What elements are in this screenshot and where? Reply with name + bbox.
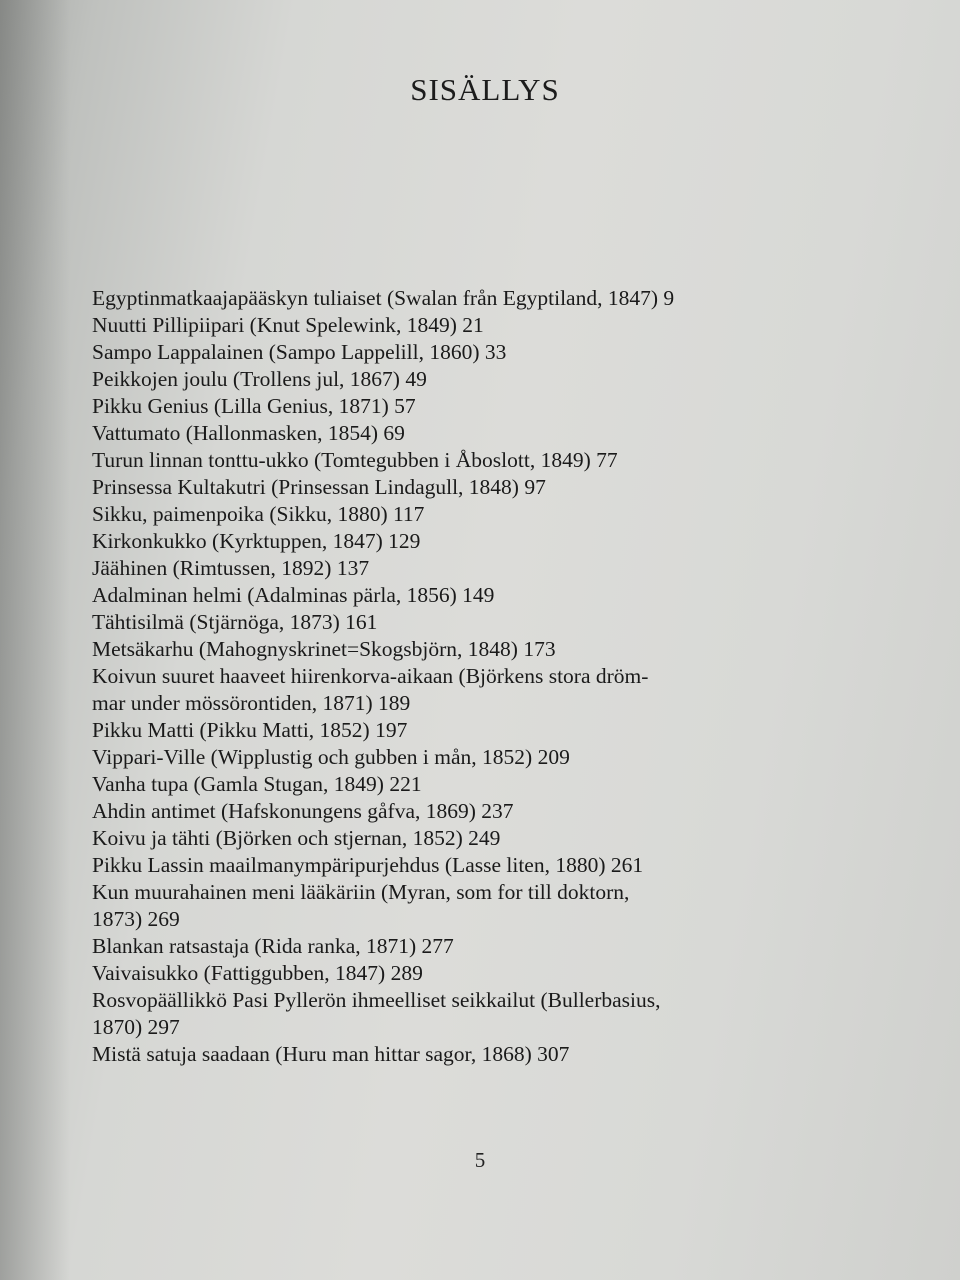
toc-entry (92, 663, 832, 717)
toc-entry-text: Kirkonkukko (Kyrktuppen, 1847) 129 (92, 529, 421, 553)
toc-entry (92, 798, 832, 825)
toc-entry-text: Nuutti Pillipiipari (Knut Spelewink, 1849) 21 (92, 313, 484, 337)
toc-entry-text: Kun muurahainen meni lääkäriin (Myran, som for till doktorn, (92, 880, 630, 904)
toc-entry (92, 771, 832, 798)
toc-entry-text: Pikku Matti (Pikku Matti, 1852) 197 (92, 718, 408, 742)
toc-entry-text: Pikku Genius (Lilla Genius, 1871) 57 (92, 394, 416, 418)
toc-entry (92, 636, 832, 663)
toc-entry-text: Jäähinen (Rimtussen, 1892) 137 (92, 556, 370, 580)
toc-entry-text: Vaivaisukko (Fattiggubben, 1847) 289 (92, 961, 423, 985)
toc-entry (92, 744, 832, 771)
toc-entry (92, 609, 832, 636)
toc-entry-text: Sampo Lappalainen (Sampo Lappelill, 1860) 33 (92, 340, 507, 364)
toc-entry (92, 1041, 832, 1068)
page-title: SISÄLLYS (410, 72, 560, 107)
toc-entry (92, 879, 832, 933)
toc-entry-text: Vattumato (Hallonmasken, 1854) 69 (92, 421, 405, 445)
toc-entry-text: Rosvopäällikkö Pasi Pyllerön ihmeelliset seikkailut (Bullerbasius, (92, 988, 661, 1012)
toc-entry (92, 501, 832, 528)
page-number: 5 (474, 1148, 486, 1172)
toc-entry-text: Vanha tupa (Gamla Stugan, 1849) 221 (92, 772, 422, 796)
table-of-contents (92, 285, 832, 1068)
toc-entry (92, 933, 832, 960)
toc-entry-text: Koivun suuret haaveet hiirenkorva-aikaan (Björkens stora dröm- (92, 664, 649, 688)
toc-entry (92, 285, 832, 312)
toc-entry (92, 582, 832, 609)
toc-entry-continuation: 1870) 297 (92, 1015, 180, 1039)
toc-entry-text: Egyptinmatkaajapääskyn tuliaiset (Swalan från Egyptiland, 1847) 9 (92, 286, 675, 310)
toc-entry-continuation: 1873) 269 (92, 907, 180, 931)
toc-entry (92, 987, 832, 1041)
toc-entry-text: Metsäkarhu (Mahognyskrinet=Skogsbjörn, 1848) 173 (92, 637, 556, 661)
toc-entry (92, 717, 832, 744)
toc-entry (92, 528, 832, 555)
toc-entry (92, 447, 832, 474)
toc-entry (92, 825, 832, 852)
toc-entry (92, 420, 832, 447)
toc-entry-text: Vippari-Ville (Wipplustig och gubben i mån, 1852) 209 (92, 745, 570, 769)
toc-entry-text: Mistä satuja saadaan (Huru man hittar sagor, 1868) 307 (92, 1042, 570, 1066)
toc-entry (92, 393, 832, 420)
toc-entry-text: Adalminan helmi (Adalminas pärla, 1856) 149 (92, 583, 495, 607)
toc-entry-text: Ahdin antimet (Hafskonungens gåfva, 1869) 237 (92, 799, 514, 823)
toc-entry (92, 339, 832, 366)
toc-entry-text: Pikku Lassin maailmanympäripurjehdus (Lasse liten, 1880) 261 (92, 853, 644, 877)
toc-entry-text: Peikkojen joulu (Trollens jul, 1867) 49 (92, 367, 427, 391)
toc-entry (92, 852, 832, 879)
toc-entry-text: Koivu ja tähti (Björken och stjernan, 1852) 249 (92, 826, 501, 850)
toc-entry-text: Prinsessa Kultakutri (Prinsessan Lindagull, 1848) 97 (92, 475, 546, 499)
page-gutter-shadow (0, 0, 70, 1280)
toc-entry-continuation: mar under mössörontiden, 1871) 189 (92, 691, 411, 715)
toc-entry-text: Blankan ratsastaja (Rida ranka, 1871) 277 (92, 934, 454, 958)
toc-entry-text: Turun linnan tonttu-ukko (Tomtegubben i Åboslott, 1849) 77 (92, 448, 618, 472)
toc-entry (92, 474, 832, 501)
toc-entry (92, 366, 832, 393)
toc-entry (92, 555, 832, 582)
toc-entry (92, 960, 832, 987)
toc-entry-text: Sikku, paimenpoika (Sikku, 1880) 117 (92, 502, 425, 526)
toc-entry-text: Tähtisilmä (Stjärnöga, 1873) 161 (92, 610, 378, 634)
toc-entry (92, 312, 832, 339)
